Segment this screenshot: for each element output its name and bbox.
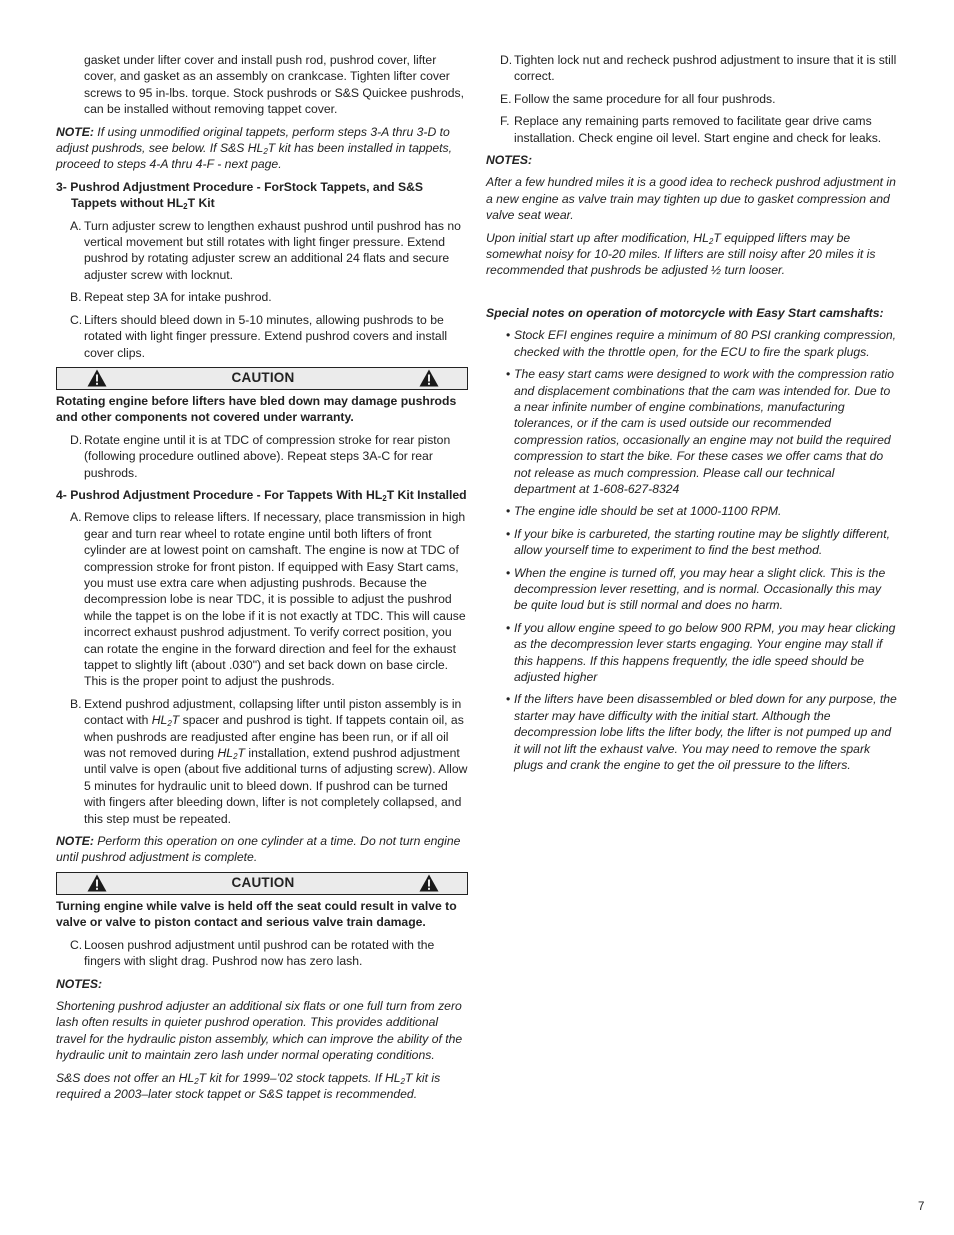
step-text: Loosen pushrod adjustment until pushrod can be rotated with the fingers with slight drag. Pushrod now has zero lash. <box>84 937 435 969</box>
step-letter: F. <box>500 114 510 129</box>
step-3c <box>70 312 468 361</box>
step-text: Turn adjuster screw to lengthen exhaust pushrod until pushrod has no vertical movement but still rotates with light finger pressure. Extend pushrod by rotating adjuster screw an additional 24 flats and secure adjuster screw with locknut. <box>84 218 461 282</box>
caution-text: Rotating engine before lifters have bled down may damage pushrods and other components not covered under warranty. <box>56 393 457 425</box>
heading-text: 4- Pushrod Adjustment Procedure - For Tappets With HL <box>56 487 383 502</box>
hl2t-term: HL <box>217 746 234 761</box>
step-letter: A. <box>70 510 82 525</box>
warning-triangle-icon <box>419 874 439 892</box>
step-4d <box>500 52 898 85</box>
step-text: Rotate engine until it is at TDC of compression stroke for rear piston (following procedure outlined above). Repeat steps 3A-C for rear pushrods. <box>84 432 451 480</box>
subscript: 2 <box>233 752 238 762</box>
subscript: 2 <box>382 493 387 503</box>
caution-banner <box>56 367 468 390</box>
note-text: If using unmodified original tappets, perform steps 3-A thru 3-D to adjust pushrods, see below. If S&S HL <box>56 124 450 156</box>
subscript: 2 <box>183 202 188 212</box>
subscript: 2 <box>194 1076 199 1086</box>
note-text: Perform this operation on one cylinder at a time. Do not turn engine until pushrod adjustment is complete. <box>56 834 461 865</box>
step-4a <box>70 509 468 689</box>
special-notes-list <box>486 327 898 773</box>
note-text: T kit has been installed in tappets, proceed to steps 4-A thru 4-F - next page. <box>56 141 453 172</box>
notes-text: T equipped lifters may be somewhat noisy for 10-20 miles. If lifters are still noisy after 20 miles it is recommended that pushrods be adjusted ½ turn looser. <box>486 230 876 278</box>
heading-text: T Kit <box>187 196 215 211</box>
special-notes-heading: Special notes on operation of motorcycle with Easy Start camshafts: <box>486 305 884 320</box>
notes-text: T kit for 1999–’02 stock tappets. If HL <box>198 1070 401 1085</box>
list-item: • Stock EFI engines require a minimum of 80 PSI cranking compression, checked with the throttle open, for the ECU to fire the spark plugs. <box>506 327 898 360</box>
warning-triangle-icon <box>87 369 107 387</box>
caution-label: CAUTION <box>231 875 295 891</box>
step-text: Repeat step 3A for intake pushrod. <box>84 290 272 305</box>
notes-text: T kit is required a 2003–later stock tappet or S&S tappet is recommended. <box>56 1070 441 1101</box>
notes-heading: NOTES: <box>56 976 103 991</box>
notes-paragraph: After a few hundred miles it is a good idea to recheck pushrod adjustment in a new engine as valve train may tighten up due to gasket compression and valve seat wear. <box>486 175 896 223</box>
step-3a <box>70 218 468 284</box>
notes-text: S&S does not offer an HL <box>56 1070 195 1085</box>
hl2t-term: HL <box>151 713 168 728</box>
caution-banner <box>56 872 468 895</box>
warning-triangle-icon <box>419 369 439 387</box>
notes-paragraph <box>486 230 898 279</box>
subscript: 2 <box>263 147 268 157</box>
caution-text: Turning engine while valve is held off the seat could result in valve to valve or valve to piston contact and serious valve train damage. <box>56 898 457 930</box>
list-item: • The easy start cams were designed to work with the compression ratio and displacement combinations that the cam was intended for. Due to a near infinite number of engine combinations, manufacturing tolerances, or if the cam is used outside our recommended compression ratios, occasionally an engine may not build the required compression to start the bike. For these cases we offer cams that do not release as much compression. Please call our technical department at 1-608-627-8324 <box>506 366 898 497</box>
heading-step-4 <box>56 487 468 503</box>
hl2t-term: T <box>171 713 180 728</box>
warning-triangle-icon <box>87 874 107 892</box>
left-column <box>56 52 468 1108</box>
subscript: 2 <box>708 236 714 246</box>
step-letter: D. <box>70 432 83 447</box>
step-3d <box>70 432 468 481</box>
note-label: NOTE: <box>56 124 94 139</box>
subscript: 2 <box>400 1076 405 1086</box>
heading-text: T Kit Installed <box>386 487 467 502</box>
step-letter: B. <box>70 696 82 711</box>
step-letter: A. <box>70 218 82 233</box>
step-text: Lifters should bleed down in 5-10 minutes, allowing pushrods to be rotated with light finger pressure. Extend pushrod covers and install cover clips. <box>84 312 448 360</box>
notes-paragraph: Shortening pushrod adjuster an additional six flats or one full turn from zero lash often results in quieter pushrod operation. This provides additional travel for the hydraulic piston assembly, which can improve the ability of the hydraulic unit to maintain zero lash under normal operating conditions. <box>56 998 463 1063</box>
list-item: • When the engine is turned off, you may hear a slight click. This is the decompression lever resetting, and is normal. Occasionally this may be quite loud but is still normal and does no harm. <box>506 565 898 614</box>
subscript: 2 <box>167 719 172 729</box>
note-label: NOTE: <box>56 834 94 849</box>
heading-step-3 <box>56 179 468 212</box>
step-4c <box>70 937 468 970</box>
step-text: Remove clips to release lifters. If necessary, place transmission in high gear and turn rear wheel to rotate engine until both lifters of front cylinder are at lowest point on camshaft. The engine is now at TDC of compression stroke for front piston. If equipped with Easy Start cams, you must use extra care when adjusting pushrods. Because the decompression lobe is near TDC, it is possible to adjust the pushrod while the tappet is on the lobe if it is not exactly at TDC. This will cause incorrect exhaust pushrod adjustment. To verify correct position, you can rotate the engine in the forward direction and feel for the exhaust tappet to slightly lift (about .030") and set back down on base circle. This is the proper point to adjust the pushrods. <box>84 510 466 689</box>
step-text-part: installation, extend pushrod adjustment until valve is open (about five additional turns of adjusting screw). Allow 5 minutes for hydraulic unit to bleed down. If pushrod can be turned with fingers after bleeding down, lifter is not completely collapsed, and this step must be repeated. <box>84 746 468 826</box>
note-unmodified-tappets <box>56 124 468 173</box>
step-4e <box>500 91 898 107</box>
note-one-cylinder <box>56 833 468 866</box>
hl2t-term: T <box>237 746 245 761</box>
step-letter: E. <box>500 91 512 106</box>
intro-paragraph: gasket under lifter cover and install push rod, pushrod cover, lifter cover, and gasket as an assembly on crankcase. Tighten lifter cover screws to 95 in-lbs. torque. Stock pushrods or S&S Quickee pushrods, can be installed without removing tappet cover. <box>84 53 465 117</box>
page-number: 7 <box>918 1201 925 1213</box>
step-4b <box>70 696 468 827</box>
list-item: • If the lifters have been disassembled or bled down for any purpose, the starter may have difficulty with the initial start. Although the decompression lobe lifts the lifter body, the lifter is not pumped up and it will not lift the exhaust valve. You may need to remove the spark plugs and crank the engine to get the oil pressure to the lifters. <box>506 691 898 773</box>
step-4f <box>500 113 898 146</box>
step-text-part: spacer and pushrod is tight. If tappets contain oil, as when pushrods are readjusted after engine has been run, or if all oil was not removed during <box>84 713 464 761</box>
notes-text: Upon initial start up after modification, HL <box>486 230 709 245</box>
step-letter: B. <box>70 290 82 305</box>
step-text: Follow the same procedure for all four pushrods. <box>514 91 776 106</box>
step-3b <box>70 289 468 305</box>
step-letter: C. <box>70 937 83 952</box>
step-text: Replace any remaining parts removed to facilitate gear drive cams installation. Check engine oil level. Start engine and check for leaks. <box>514 114 882 145</box>
right-column <box>486 52 898 779</box>
step-text: Tighten lock nut and recheck pushrod adjustment to insure that it is still correct. <box>514 53 897 84</box>
notes-paragraph <box>56 1070 468 1103</box>
list-item: • The engine idle should be set at 1000-1100 RPM. <box>506 503 898 519</box>
notes-heading: NOTES: <box>486 153 533 168</box>
step-text-part: Extend pushrod adjustment, collapsing lifter until piston assembly is in contact with <box>84 696 462 728</box>
heading-text: 3- Pushrod Adjustment Procedure - ForStock Tappets, and S&S Tappets without HL <box>56 179 424 211</box>
caution-label: CAUTION <box>231 370 295 386</box>
step-letter: C. <box>70 312 83 327</box>
step-text <box>84 696 468 827</box>
list-item: • If your bike is carbureted, the starting routine may be slightly different, allow yourself time to experiment to find the best method. <box>506 526 898 559</box>
list-item: • If you allow engine speed to go below 900 RPM, you may hear clicking as the decompression lever starts engaging. Your engine may stall if this happens. If this happens frequently, the idle speed should be adjusted higher <box>506 620 898 686</box>
step-letter: D. <box>500 53 513 67</box>
